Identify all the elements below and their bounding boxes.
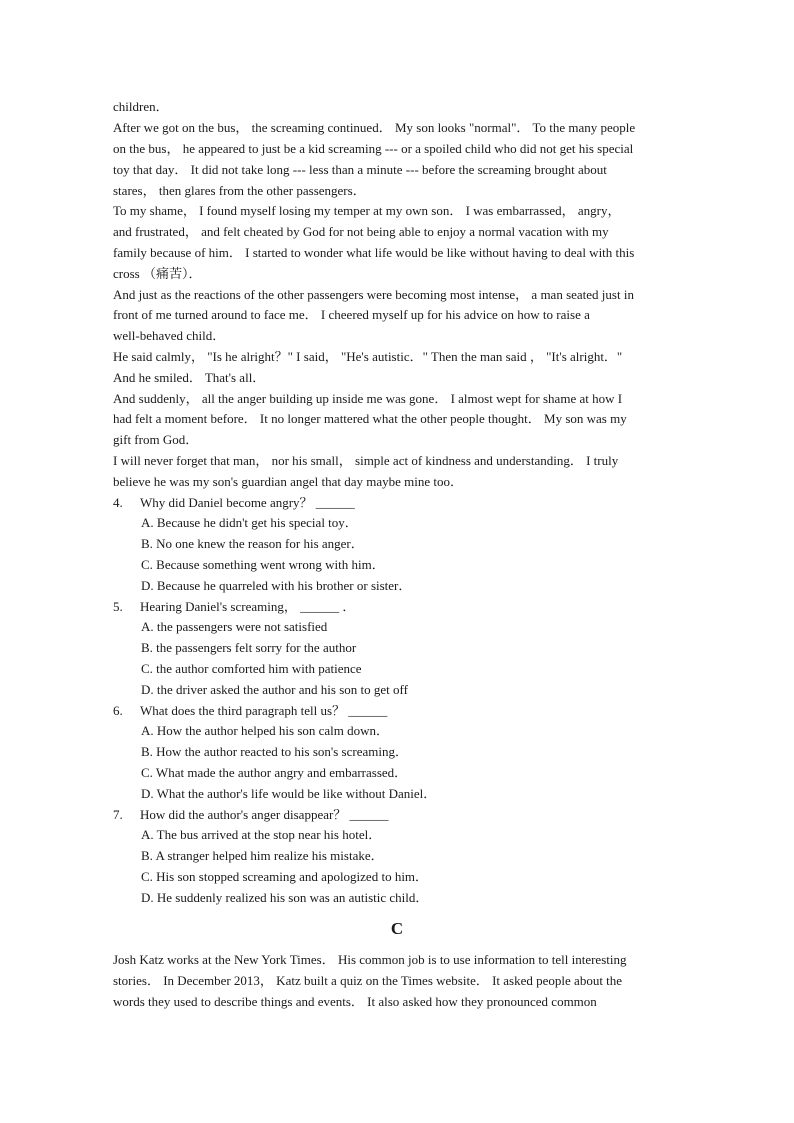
option-a[interactable]: A. the passengers were not satisfied [141,619,328,634]
passage-line: toy that day． It did not take long --- less than a minute --- before the screaming brought about [113,162,607,177]
option-c[interactable]: C. What made the author angry and embarrassed． [141,765,408,780]
passage-line: cross （痛苦）． [113,266,202,281]
option-b[interactable]: B. the passengers felt sorry for the author [141,640,357,655]
option-a[interactable]: A. Because he didn't get his special toy． [141,515,358,530]
option-d[interactable]: D. What the author's life would be like without Daniel． [141,786,437,801]
passage-line: had felt a moment before． It no longer mattered what the other people thought． My son was my [113,411,627,426]
passage-line: I will never forget that man， nor his small， simple act of kindness and understanding． I truly [113,453,619,468]
question-number: 5. [113,599,123,614]
passage-line: And just as the reactions of the other passengers were becoming most intense， a man seated just in [113,287,634,302]
passage-line: well-behaved child． [113,328,226,343]
option-b[interactable]: B. How the author reacted to his son's screaming． [141,744,408,759]
passage-line: And suddenly， all the anger building up inside me was gone． I almost wept for shame at how I [113,391,623,406]
option-c[interactable]: C. Because something went wrong with him． [141,557,385,572]
option-b[interactable]: B. No one knew the reason for his anger． [141,536,364,551]
passage-line: Josh Katz works at the New York Times． His common job is to use information to tell interesting [113,952,627,967]
question-text: Hearing Daniel's screaming， ______ ． [140,599,356,614]
question-number: 7. [113,807,123,822]
question-text: How did the author's anger disappear？ ______ [140,807,389,822]
passage-line: gift from God． [113,432,199,447]
option-c[interactable]: C. His son stopped screaming and apologized to him． [141,869,429,884]
passage-line: stares， then glares from the other passengers． [113,183,366,198]
passage-line: and frustrated， and felt cheated by God for not being able to enjoy a normal vacation with my [113,224,609,239]
passage-line: To my shame， I found myself losing my temper at my own son． I was embarrassed， angry， [113,203,621,218]
passage-line: stories． In December 2013， Katz built a quiz on the Times website． It asked people about the [113,973,623,988]
passage-line: on the bus， he appeared to just be a kid screaming --- or a spoiled child who did not get his special [113,141,634,156]
option-d[interactable]: D. He suddenly realized his son was an autistic child． [141,890,429,905]
passage-line: He said calmly， "Is he alright？" I said， "He's autistic．" Then the man said ， "It's alright．" [113,349,623,364]
passage-line: family because of him． I started to wonder what life would be like without having to deal with this [113,245,635,260]
question-text: Why did Daniel become angry？ ______ [140,495,355,510]
option-a[interactable]: A. How the author helped his son calm down． [141,723,390,738]
passage-line: words they used to describe things and events． It also asked how they pronounced common [113,994,597,1009]
passage-line: And he smiled． That's all． [113,370,266,385]
passage-line: believe he was my son's guardian angel that day maybe mine too． [113,474,463,489]
passage-line: After we got on the bus， the screaming continued． My son looks "normal"． To the many people [113,120,636,135]
option-d[interactable]: D. Because he quarreled with his brother or sister． [141,578,412,593]
question-text: What does the third paragraph tell us？ ______ [140,703,388,718]
option-a[interactable]: A. The bus arrived at the stop near his hotel． [141,827,382,842]
option-c[interactable]: C. the author comforted him with patience [141,661,362,676]
section-heading: C [390,919,404,938]
question-number: 4. [113,495,123,510]
option-b[interactable]: B. A stranger helped him realize his mistake． [141,848,384,863]
passage-line: children． [113,99,169,114]
passage-line: front of me turned around to face me． I cheered myself up for his advice on how to raise a [113,307,590,322]
question-number: 6. [113,703,123,718]
option-d[interactable]: D. the driver asked the author and his son to get off [141,682,408,697]
